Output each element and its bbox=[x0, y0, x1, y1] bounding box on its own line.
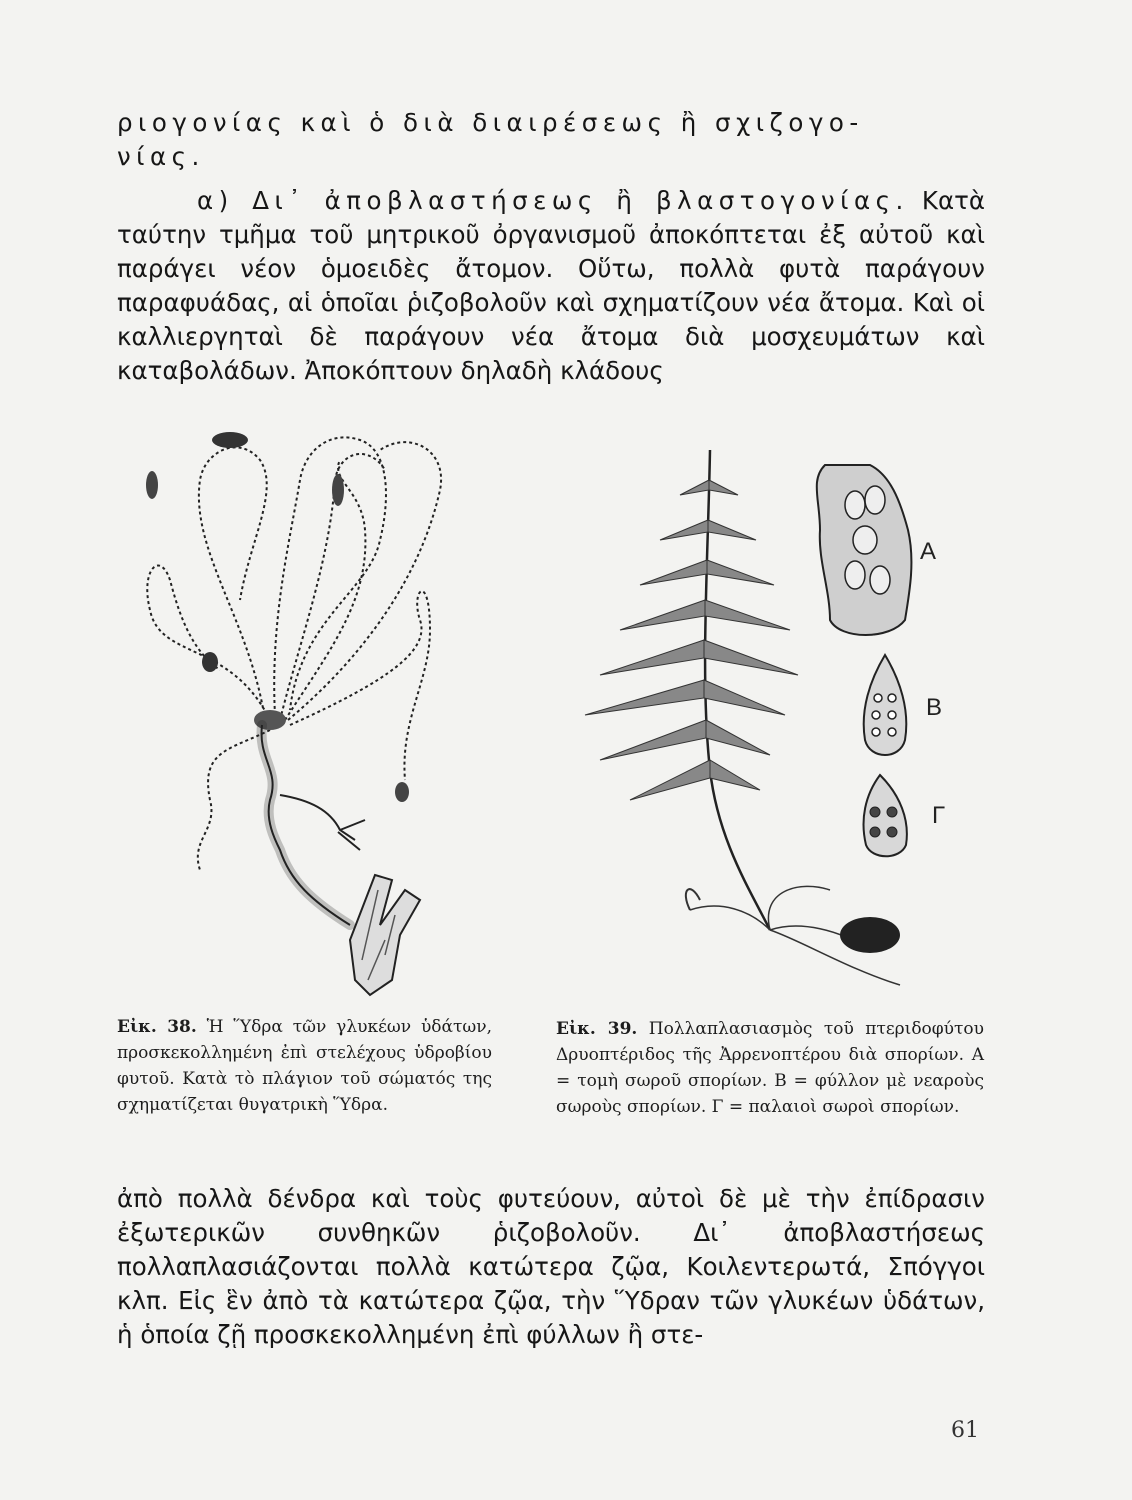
young-sorus bbox=[888, 711, 896, 719]
figure-label-c: Γ bbox=[932, 802, 946, 829]
figure-39-label: Εἰκ. 39. bbox=[556, 1019, 638, 1039]
young-sorus bbox=[872, 711, 880, 719]
paragraph-heading: α) Δι᾽ ἀποβλαστήσεως ἢ βλαστογονίας. bbox=[197, 186, 909, 215]
old-sori-leaf bbox=[864, 775, 907, 856]
hydra-bud-knob bbox=[146, 471, 158, 499]
top-text-block bbox=[117, 106, 985, 388]
figure-39-text: Πολλαπλασιασμὸς τοῦ πτεριδοφύτου Δρυοπτέριδος τῆς Ἀρρενοπτέρου διὰ σπορίων. Α = τομὴ σωροῦ σπορίων. Β = φύλλον μὲ νεαροὺς σωροὺς σπορίων. Γ = παλαιοὶ σωροὶ σπορίων. bbox=[556, 1019, 984, 1117]
old-sorus bbox=[887, 807, 897, 817]
fern-pinna bbox=[585, 680, 785, 715]
young-sorus bbox=[872, 728, 880, 736]
bottom-text-block bbox=[117, 1182, 985, 1352]
bottom-paragraph: ἀπὸ πολλὰ δένδρα καὶ τοὺς φυτεύουν, αὐτοὶ δὲ μὲ τὴν ἐπίδρασιν ἐξωτερικῶν συνθηκῶν ῥιζοβολοῦν. Δι᾽ ἀποβλαστήσεως πολλαπλασιάζονται πολλὰ κατώτερα ζῷα, Κοιλεντερωτά, Σπόγγοι κλπ. Εἰς ἓν ἀπὸ τὰ κατώτερα ζῷα, τὴν Ὕδραν τῶν γλυκέων ὑδάτων, ἡ ὁποία ζῇ προσκεκολλημένη ἐπὶ φύλλων ἢ στε- bbox=[117, 1184, 985, 1349]
hydra-tentacle-tip bbox=[212, 432, 248, 448]
hydra-illustration bbox=[130, 420, 510, 1000]
hydra-bud-knob bbox=[202, 652, 218, 672]
tentacle bbox=[274, 437, 386, 715]
fern-pinna bbox=[630, 760, 760, 800]
figure-39-caption bbox=[556, 1016, 984, 1120]
tentacle bbox=[199, 447, 267, 720]
hydra-bud-knob bbox=[395, 782, 409, 802]
figure-38-caption bbox=[117, 1014, 492, 1118]
young-sorus bbox=[888, 694, 896, 702]
figure-38-label: Εἰκ. 38. bbox=[117, 1017, 197, 1037]
tentacle bbox=[288, 442, 441, 720]
figure-label-b: Β bbox=[926, 694, 943, 721]
fern-fiddlehead bbox=[686, 889, 700, 910]
sporangium bbox=[853, 526, 877, 554]
young-sorus bbox=[874, 694, 882, 702]
fern-pinna bbox=[600, 720, 770, 760]
sporangium bbox=[870, 566, 890, 594]
tentacle bbox=[290, 591, 430, 780]
tentacle bbox=[147, 566, 270, 720]
page-number: 61 bbox=[951, 1418, 979, 1443]
young-sorus bbox=[888, 728, 896, 736]
young-sori-leaf bbox=[864, 655, 907, 755]
sporangium bbox=[865, 486, 885, 514]
fern-pinna bbox=[600, 640, 798, 675]
old-sorus bbox=[870, 827, 880, 837]
daughter-hydra bbox=[280, 795, 365, 850]
old-sorus bbox=[870, 807, 880, 817]
hydra-bud-knob bbox=[332, 474, 344, 506]
paragraph-body: Κατὰ ταύτην τμῆμα τοῦ μητρικοῦ ὀργανισμοῦ ἀποκόπτεται ἐξ αὐτοῦ καὶ παράγει νέον ὁμοειδὲς ἄτομον. Οὕτω, πολλὰ φυτὰ παράγουν παραφυάδας, αἱ ὁποῖαι ῥιζοβολοῦν καὶ σχηματίζουν νέα ἄτομα. Καὶ οἱ καλλιεργηταὶ δὲ παράγουν νέα ἄτομα διὰ μοσχευμάτων καὶ καταβολάδων. Ἀποκόπτουν δηλαδὴ κλάδους bbox=[117, 186, 985, 385]
fern-illustration bbox=[570, 440, 990, 1005]
plant-stem bbox=[350, 875, 420, 995]
sporangium bbox=[845, 561, 865, 589]
top-line-1: ριογονίας καὶ ὁ διὰ διαιρέσεως ἢ σχιζογο- bbox=[117, 108, 864, 137]
old-sorus bbox=[887, 827, 897, 837]
sporangium bbox=[845, 491, 865, 519]
top-line-2: νίας. bbox=[117, 142, 205, 171]
figure-38-text: Ἡ Ὕδρα τῶν γλυκέων ὑδάτων, προσκεκολλημένη ἐπὶ στελέχους ὑδροβίου φυτοῦ. Κατὰ τὸ πλάγιον τοῦ σώματός της σχηματίζεται θυγατρικὴ Ὕδρα. bbox=[117, 1017, 492, 1115]
figure-label-a: Α bbox=[920, 538, 937, 565]
fern-rhizome bbox=[840, 917, 900, 953]
